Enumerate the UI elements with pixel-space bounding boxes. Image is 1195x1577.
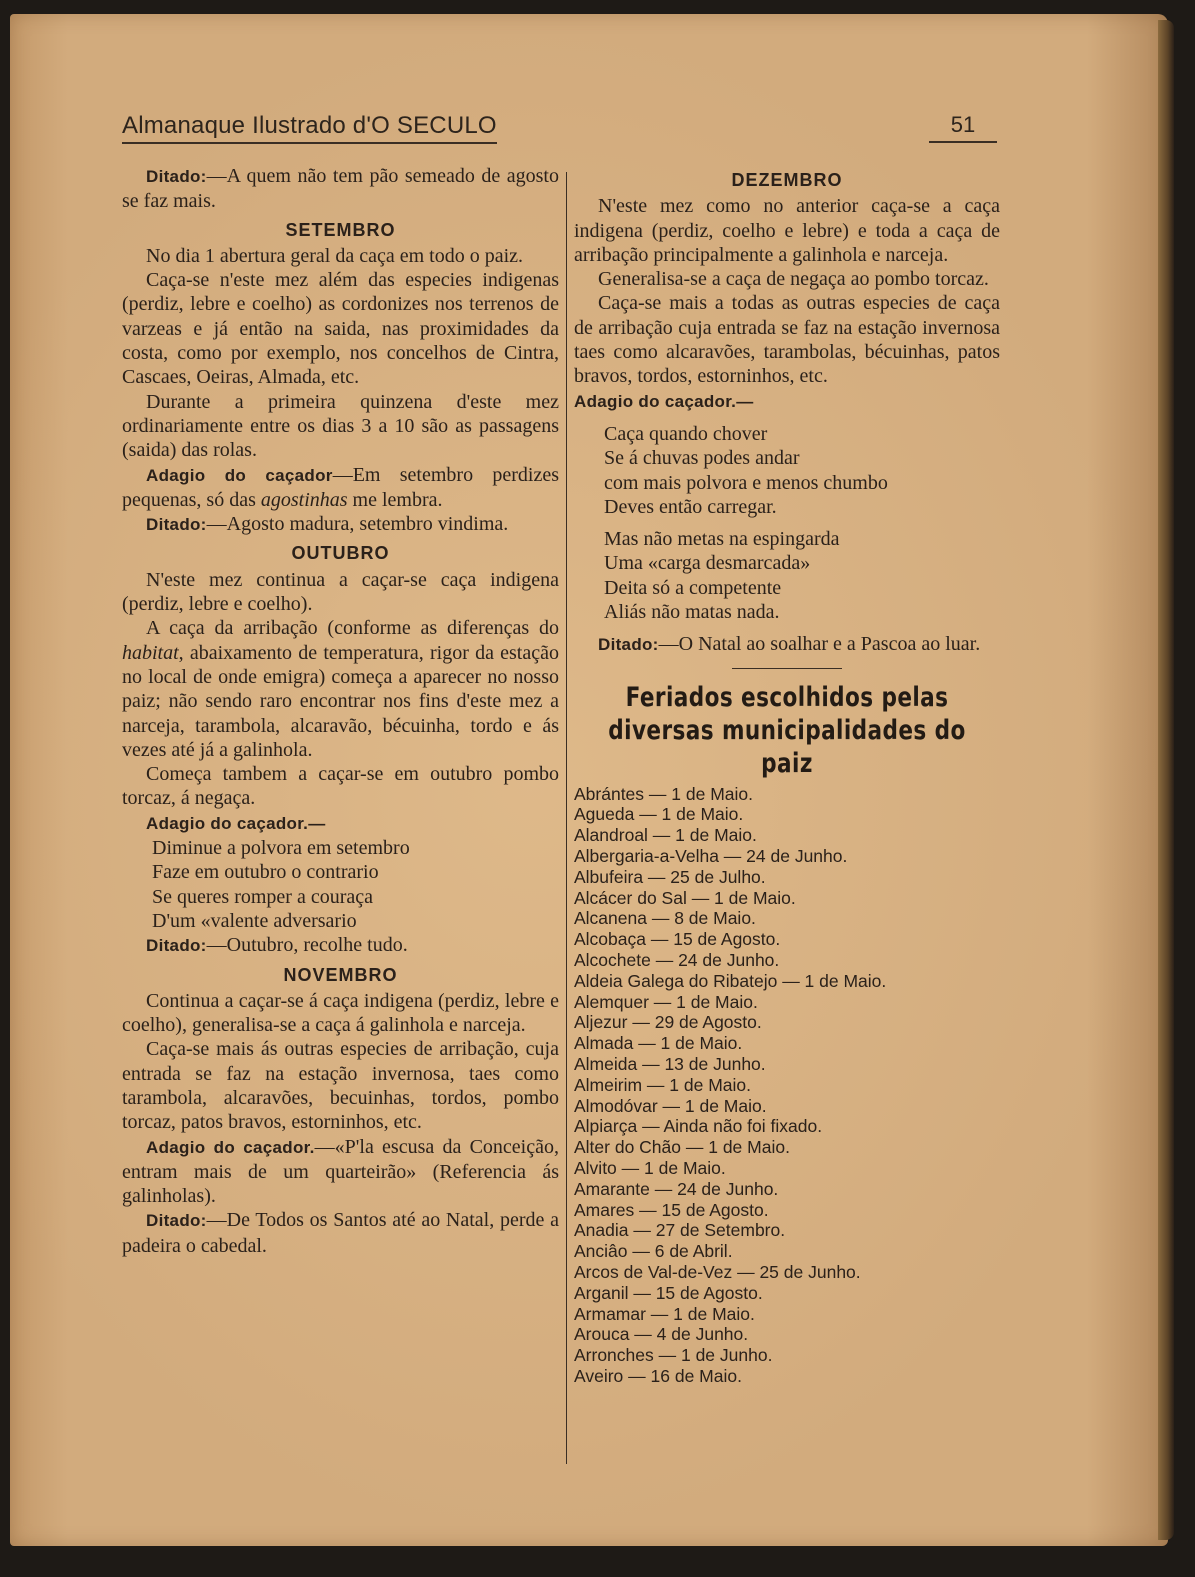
outubro-p2-a: A caça da arribação (conforme as diferenças do	[146, 617, 559, 640]
outubro-ditado	[122, 933, 559, 958]
list-item: Agueda — 1 de Maio.	[574, 804, 744, 825]
outubro-p1: N'este mez continua a caçar-se caça indigena (perdiz, lebre e coelho).	[122, 568, 559, 616]
list-item: Alvito — 1 de Maio.	[574, 1157, 726, 1178]
ditado-text: —O Natal ao soalhar e a Pascoa ao luar.	[658, 633, 981, 656]
novembro-p1: Continua a caçar-se á caça indigena (perdiz, lebre e coelho), generalisa-se a caça á galinhola e narceja.	[122, 989, 559, 1037]
list-item: Albufeira — 25 de Julho.	[574, 866, 766, 887]
verse-line: Mas não metas na espingarda	[604, 528, 840, 551]
list-item: Amares — 15 de Agosto.	[574, 1199, 769, 1220]
verse-line: Deita só a competente	[604, 576, 782, 599]
setembro-p3: Durante a primeira quinzena d'este mez ordinariamente entre os dias 3 a 10 são as passagens (saida) das rolas.	[122, 390, 559, 462]
ditado-text: —Outubro, recolhe tudo.	[206, 934, 408, 957]
outubro-adagio	[122, 811, 559, 836]
list-item: Armamar — 1 de Maio.	[574, 1303, 755, 1324]
outubro-p2-b: , abaixamento de temperatura, rigor da estação no local de onde emigra) começa a aparecer no nosso paiz; não sendo raro encontrar nos fins d'este mez a narceja, tarambola, alcaravão, bécuinha, tordo e ás vezes até já a galinhola.	[122, 641, 559, 761]
list-item: Almodóvar — 1 de Maio.	[574, 1095, 767, 1116]
verse-line: Aliás não matas nada.	[604, 601, 780, 624]
verse-line: Diminue a polvora em setembro	[152, 837, 410, 860]
list-item: Arganil — 15 de Agosto.	[574, 1282, 763, 1303]
spacer	[574, 414, 1000, 422]
adagio-text-b: me lembra.	[347, 488, 443, 511]
setembro-ditado	[122, 512, 559, 537]
dezembro-p1: N'este mez como no anterior caça-se a caça indigena (perdiz, coelho e lebre) e toda a caça de arribação principalmente a galinhola e narceja.	[574, 195, 1000, 266]
ditado-label: Ditado:	[146, 1211, 207, 1231]
list-item: Anadia — 27 de Setembro.	[574, 1220, 786, 1241]
heading-dezembro: DEZEMBRO	[731, 170, 843, 190]
list-item: Almada — 1 de Maio.	[574, 1033, 743, 1054]
adagio-label: Adagio do caçador.—	[146, 813, 326, 833]
list-item: Alpiarça — Ainda não foi fixado.	[574, 1116, 823, 1137]
verse-line: Se queres romper a couraça	[152, 885, 373, 908]
novembro-p2: Caça-se mais ás outras especies de arribação, cuja entrada se faz na estação invernosa, taes como tarambola, alcaravões, becuinhas, tordos, pombo torcaz, patos bravos, estorninhos, etc.	[122, 1038, 559, 1134]
list-item: Alcácer do Sal — 1 de Maio.	[574, 887, 796, 908]
verse-line: com mais polvora e menos chumbo	[604, 471, 888, 494]
list-item: Albergaria-a-Velha — 24 de Junho.	[574, 846, 848, 867]
verse-line: D'um «valente adversario	[152, 909, 357, 932]
ditado-text: —Agosto madura, setembro vindima.	[206, 513, 509, 536]
dezembro-p2: Generalisa-se a caça de negaça ao pombo torcaz.	[598, 268, 989, 291]
spacer	[574, 519, 1000, 527]
spacer	[574, 624, 1000, 632]
verse-line: Uma «carga desmarcada»	[604, 552, 811, 575]
list-item: Almeida — 13 de Junho.	[574, 1054, 766, 1074]
list-item: Amarante — 24 de Junho.	[574, 1178, 779, 1199]
list-item: Abrántes — 1 de Maio.	[574, 783, 753, 804]
right-column	[574, 164, 1000, 1387]
ditado-agosto	[122, 164, 559, 214]
setembro-p2: Caça-se n'este mez além das especies indigenas (perdiz, lebre e coelho) as cordonizes nos terrenos de varzeas e já então na saida, nas proximidades da costa, como por exemplo, nos concelhos de Cintra, Cascaes, Oeiras, Almada, etc.	[122, 269, 559, 389]
dezembro-adagio	[574, 389, 1000, 414]
list-item: Alcanena — 8 de Maio.	[574, 908, 756, 929]
dezembro-ditado	[574, 632, 1000, 657]
verse-line: Faze em outubro o contrario	[152, 861, 379, 884]
heading-outubro: OUTUBRO	[291, 543, 390, 564]
page-number: 51	[929, 112, 997, 143]
left-column	[122, 164, 559, 1258]
outubro-p3: Começa tambem a caçar-se em outubro pombo torcaz, á negaça.	[122, 763, 559, 810]
list-item: Anciâo — 6 de Abril.	[574, 1241, 733, 1262]
heading-setembro: SETEMBRO	[285, 219, 396, 240]
adagio-label: Adagio do caçador	[146, 465, 333, 485]
column-divider	[566, 172, 567, 1464]
adagio-label: Adagio do caçador.—	[574, 391, 754, 411]
outubro-p2	[122, 616, 559, 762]
feriados-list	[574, 784, 1000, 1387]
ditado-label: Ditado:	[146, 515, 207, 535]
verse-line: Caça quando chover	[604, 422, 768, 445]
adagio-text-a: —Em setembro perdizes pequenas, só das	[122, 463, 559, 511]
section-rule	[732, 668, 842, 669]
list-item: Arronches — 1 de Junho.	[574, 1345, 773, 1366]
adagio-label: Adagio do caçador.	[146, 1137, 315, 1157]
novembro-adagio	[122, 1135, 559, 1209]
list-item: Arcos de Val-de-Vez — 25 de Junho.	[574, 1261, 861, 1282]
feriados-heading: Feriados escolhidos pelas diversas municipalidades do paiz	[608, 681, 966, 779]
dezembro-p3: Caça-se mais a todas as outras especies de caça de arribação cuja entrada se faz na estação invernosa taes como alcaravões, tarambolas, bécuinhas, patos bravos, tordos, estorninhos, etc.	[574, 292, 1000, 388]
list-item: Alter do Chão — 1 de Maio.	[574, 1137, 790, 1158]
list-item: Almeirim — 1 de Maio.	[574, 1074, 751, 1095]
list-item: Alemquer — 1 de Maio.	[574, 991, 758, 1012]
setembro-adagio	[122, 463, 559, 513]
ditado-text: —De Todos os Santos até ao Natal, perde a padeira o cabedal.	[122, 1209, 559, 1257]
list-item: Alcochete — 24 de Junho.	[574, 950, 780, 971]
list-item: Aveiro — 16 de Maio.	[574, 1365, 742, 1386]
ditado-text: —A quem não tem pão semeado de agosto se faz mais.	[122, 165, 559, 213]
ditado-label: Ditado:	[146, 936, 207, 956]
ditado-label: Ditado:	[598, 635, 659, 655]
page-header	[122, 112, 997, 152]
list-item: Alcobaça — 15 de Agosto.	[574, 929, 781, 950]
ditado-label: Ditado:	[146, 167, 207, 186]
heading-novembro: NOVEMBRO	[283, 964, 398, 985]
list-item: Aljezur — 29 de Agosto.	[574, 1012, 762, 1033]
list-item: Arouca — 4 de Junho.	[574, 1324, 749, 1345]
novembro-ditado	[122, 1208, 559, 1258]
outubro-p2-italic: habitat	[122, 641, 179, 664]
verse-line: Deves então carregar.	[604, 495, 777, 518]
book-spine	[1158, 20, 1174, 1540]
setembro-p1: No dia 1 abertura geral da caça em todo o paiz.	[146, 244, 524, 267]
verse-line: Se á chuvas podes andar	[604, 447, 800, 470]
list-item: Alandroal — 1 de Maio.	[574, 825, 757, 846]
adagio-text: —«P'la escusa da Conceição, entram mais de um quarteirão» (Referencia ás galinholas).	[122, 1135, 559, 1208]
list-item: Aldeia Galega do Ribatejo — 1 de Maio.	[574, 970, 887, 991]
adagio-italic: agostinhas	[260, 488, 348, 511]
running-title: Almanaque Ilustrado d'O SECULO	[122, 112, 497, 144]
